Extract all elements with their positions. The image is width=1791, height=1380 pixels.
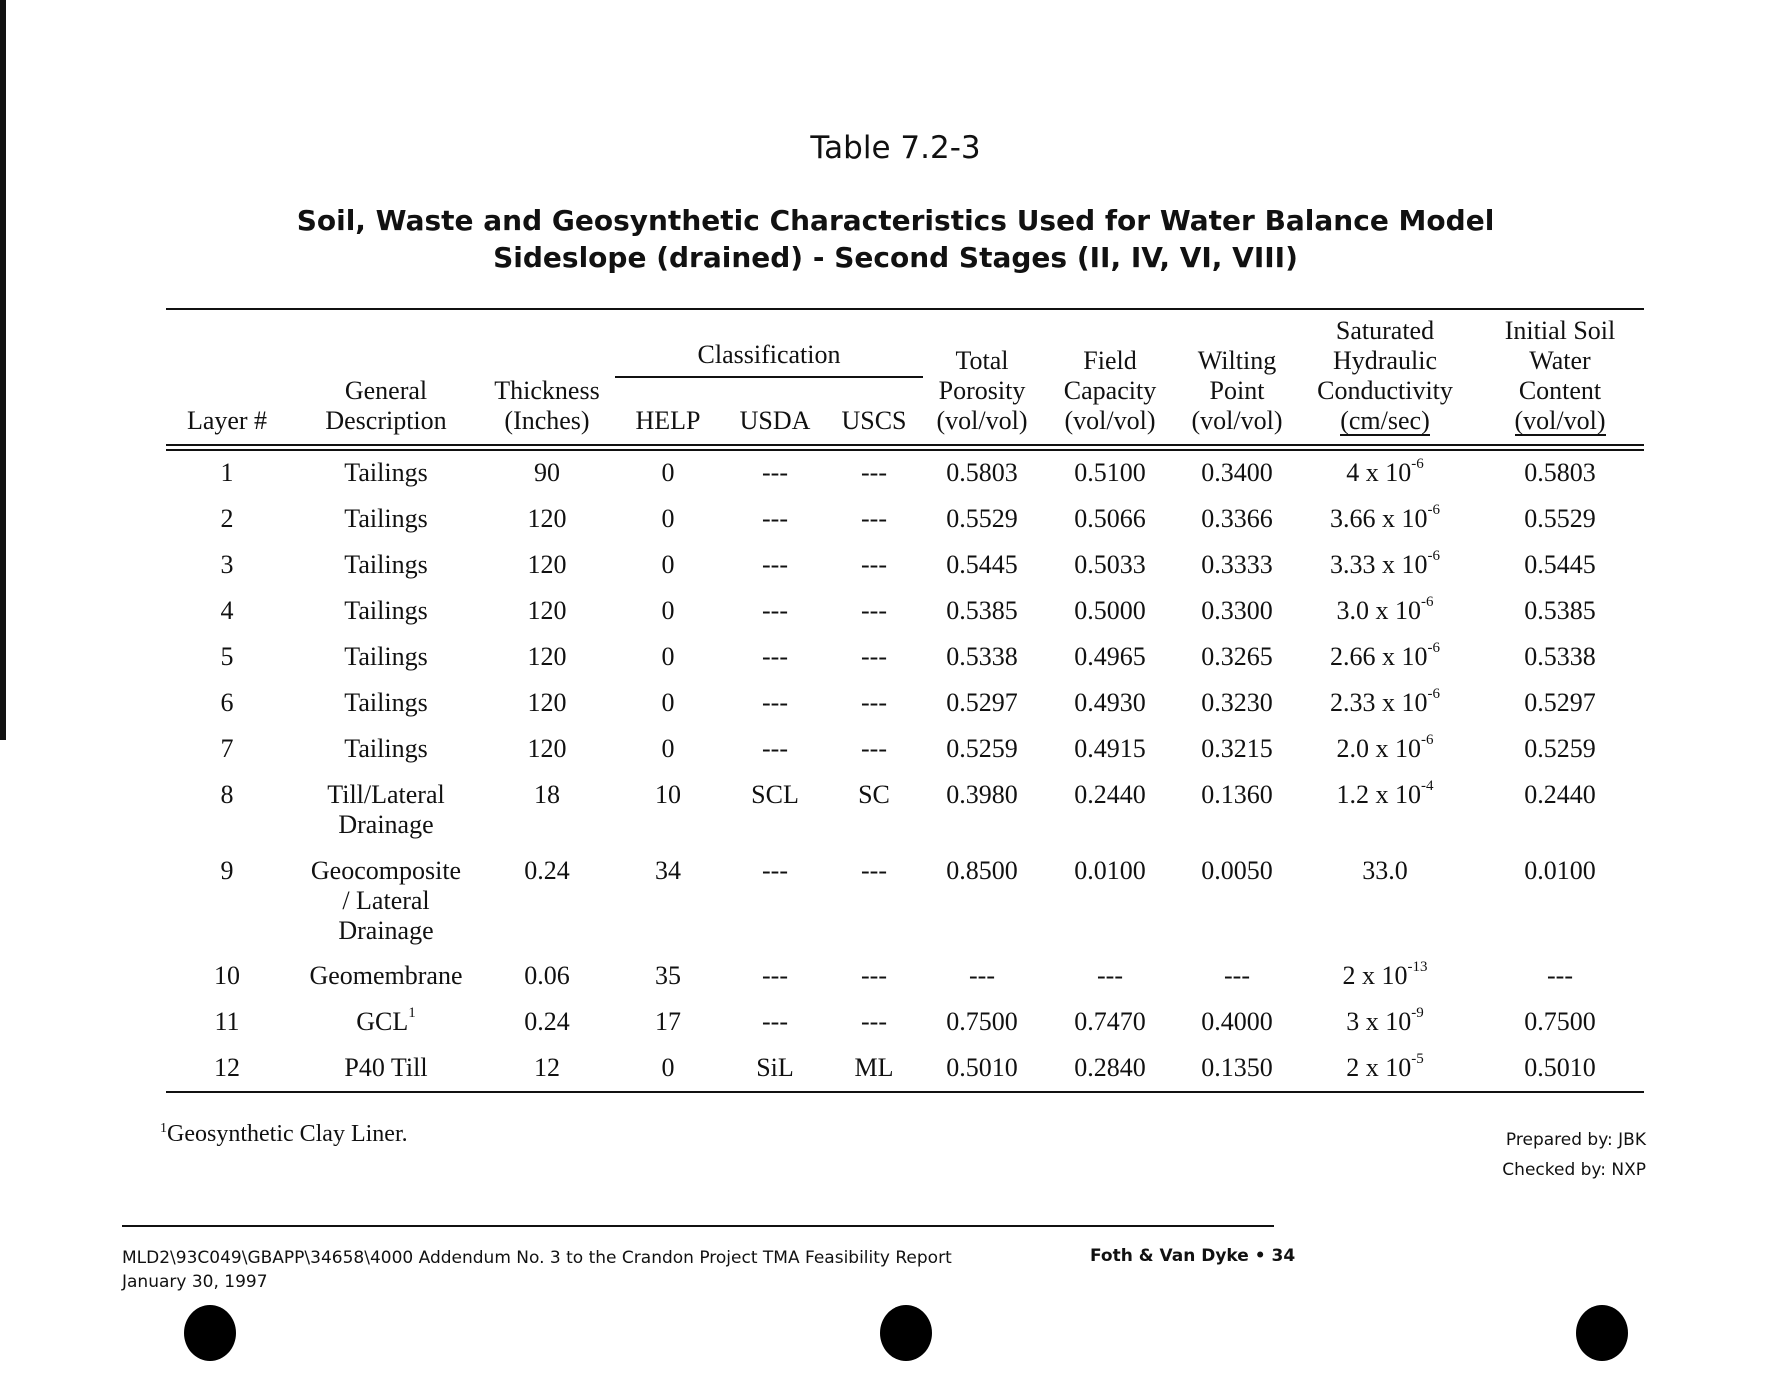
conductivity-exponent: -6 (1411, 456, 1424, 473)
preparer-block (1502, 1125, 1646, 1185)
header-layer (172, 406, 282, 436)
header-sat-line: Saturated (1335, 316, 1435, 345)
desc-line (291, 458, 481, 488)
desc-text: GCL (356, 1007, 409, 1036)
cell-help: 0 (661, 504, 675, 533)
cell-wilt: 0.3215 (1201, 734, 1273, 763)
cell-poros: 0.5445 (946, 550, 1018, 579)
cell-usda: --- (762, 961, 788, 990)
conductivity-exponent: -6 (1427, 640, 1440, 657)
header-wilt-line: Point (1209, 376, 1265, 405)
cell-desc (291, 550, 481, 580)
cell-poros: 0.5803 (946, 458, 1018, 487)
header-init-line: Water (1529, 346, 1591, 375)
footer-company: Foth & Van Dyke • 34 (1090, 1246, 1296, 1266)
cell-uscs: SC (858, 780, 890, 809)
cell-sat (1300, 550, 1470, 580)
cell-desc (291, 596, 481, 626)
cell-poros: 0.5385 (946, 596, 1018, 625)
binder-hole-left (184, 1305, 236, 1361)
classification-header: Classification (697, 340, 841, 369)
cell-sat (1300, 780, 1470, 810)
cell-desc (291, 504, 481, 534)
cell-wilt: 0.1350 (1201, 1053, 1273, 1082)
conductivity-exponent: -4 (1421, 778, 1434, 795)
cell-thick: 120 (527, 504, 567, 533)
cell-thick: 120 (527, 596, 567, 625)
footer-left (122, 1246, 952, 1294)
cell-poros: 0.7500 (946, 1007, 1018, 1036)
cell-sat (1300, 504, 1470, 534)
cell-init: 0.5803 (1524, 458, 1596, 487)
cell-field: 0.5100 (1074, 458, 1146, 487)
desc-line (291, 688, 481, 718)
conductivity-base: 2 x 10 (1342, 961, 1408, 990)
cell-init: 0.7500 (1524, 1007, 1596, 1036)
header-help-line: HELP (635, 406, 701, 435)
header-uscs (829, 406, 919, 436)
cell-usda: SCL (751, 780, 799, 809)
header-sat-line: Hydraulic (1333, 346, 1437, 375)
cell-uscs: --- (861, 734, 887, 763)
conductivity-exponent: -13 (1407, 959, 1428, 976)
cell-usda: --- (762, 550, 788, 579)
desc-text: / Lateral (342, 886, 430, 915)
cell-init: 0.5445 (1524, 550, 1596, 579)
footnote-mark: 1 (160, 1121, 167, 1136)
cell-usda: --- (762, 642, 788, 671)
conductivity-base: 4 x 10 (1346, 458, 1412, 487)
footnote-text: Geosynthetic Clay Liner. (167, 1121, 408, 1147)
cell-help: 35 (655, 961, 681, 990)
desc-line (291, 642, 481, 672)
header-field-line: Field (1083, 346, 1137, 375)
cell-layer: 8 (220, 780, 234, 809)
desc-line (291, 504, 481, 534)
cell-layer: 6 (220, 688, 234, 717)
desc-line (291, 596, 481, 626)
cell-field: 0.5033 (1074, 550, 1146, 579)
cell-thick: 12 (534, 1053, 560, 1082)
cell-uscs: --- (861, 642, 887, 671)
desc-text: Till/Lateral (327, 780, 445, 809)
conductivity-base: 3.0 x 10 (1336, 596, 1421, 625)
cell-help: 0 (661, 550, 675, 579)
header-usda-line: USDA (739, 406, 811, 435)
cell-poros: 0.5297 (946, 688, 1018, 717)
binder-hole-right (1576, 1305, 1628, 1361)
header-thick (487, 376, 607, 436)
table-number: Table 7.2-3 (810, 130, 981, 166)
header-field-line: Capacity (1063, 376, 1157, 405)
desc-text: Tailings (344, 642, 428, 671)
cell-desc (291, 961, 481, 991)
cell-thick: 90 (534, 458, 560, 487)
cell-uscs: ML (854, 1053, 894, 1082)
cell-uscs: --- (861, 856, 887, 885)
conductivity-base: 2.0 x 10 (1336, 734, 1421, 763)
cell-wilt: 0.3400 (1201, 458, 1273, 487)
header-thick-line: Thickness (494, 376, 600, 405)
header-desc-line: Description (325, 406, 447, 435)
cell-thick: 18 (534, 780, 560, 809)
footer-rule (122, 1225, 1274, 1227)
desc-text: Tailings (344, 458, 428, 487)
cell-thick: 120 (527, 734, 567, 763)
desc-line (291, 856, 481, 886)
title-line-1: Soil, Waste and Geosynthetic Characteristics Used for Water Balance Model (296, 204, 1495, 237)
cell-layer: 3 (220, 550, 234, 579)
desc-line (291, 810, 481, 840)
cell-layer: 12 (214, 1053, 240, 1082)
desc-text: Drainage (338, 810, 434, 839)
table-bottom-rule (166, 1091, 1644, 1093)
header-sat-units: (cm/sec) (1340, 406, 1430, 435)
cell-desc (291, 780, 481, 840)
cell-field: 0.4930 (1074, 688, 1146, 717)
conductivity-base: 2.33 x 10 (1330, 688, 1428, 717)
desc-line (291, 780, 481, 810)
header-wilt (1177, 346, 1297, 436)
conductivity-exponent: -6 (1421, 594, 1434, 611)
cell-thick: 120 (527, 550, 567, 579)
cell-sat (1300, 856, 1470, 886)
cell-usda: --- (762, 1007, 788, 1036)
table-top-rule (166, 308, 1644, 310)
footer-path: MLD2\93C049\GBAPP\34658\4000 Addendum No. 3 to the Crandon Project TMA Feasibility Report (122, 1248, 952, 1268)
cell-uscs: --- (861, 504, 887, 533)
cell-wilt: 0.3366 (1201, 504, 1273, 533)
cell-init: 0.5529 (1524, 504, 1596, 533)
cell-poros: 0.8500 (946, 856, 1018, 885)
cell-layer: 5 (220, 642, 234, 671)
conductivity-exponent: -9 (1411, 1005, 1424, 1022)
cell-layer: 7 (220, 734, 234, 763)
prepared-by: Prepared by: JBK (1505, 1130, 1646, 1150)
cell-uscs: --- (861, 458, 887, 487)
cell-layer: 1 (220, 458, 234, 487)
cell-poros: --- (969, 961, 995, 990)
cell-thick: 0.24 (524, 856, 570, 885)
header-init-line: Content (1518, 376, 1602, 405)
conductivity-exponent: -6 (1427, 686, 1440, 703)
cell-uscs: --- (861, 596, 887, 625)
footnote (160, 1121, 408, 1148)
desc-text: Drainage (338, 916, 434, 945)
cell-sat (1300, 1053, 1470, 1083)
conductivity-exponent: -6 (1427, 548, 1440, 565)
desc-text: Tailings (344, 734, 428, 763)
cell-poros: 0.5010 (946, 1053, 1018, 1082)
cell-thick: 120 (527, 688, 567, 717)
cell-sat (1300, 642, 1470, 672)
conductivity-base: 33.0 (1362, 856, 1408, 885)
conductivity-base: 3 x 10 (1346, 1007, 1412, 1036)
cell-init: 0.5297 (1524, 688, 1596, 717)
desc-line (291, 550, 481, 580)
header-init-line (1485, 406, 1635, 436)
cell-field: 0.7470 (1074, 1007, 1146, 1036)
header-thick-line: (Inches) (504, 406, 590, 435)
header-init-line: Initial Soil (1504, 316, 1616, 345)
cell-field: 0.0100 (1074, 856, 1146, 885)
desc-text: Tailings (344, 550, 428, 579)
cell-sat (1300, 688, 1470, 718)
cell-sat (1300, 961, 1470, 991)
cell-layer: 2 (220, 504, 234, 533)
header-sat (1300, 316, 1470, 436)
cell-sat (1300, 734, 1470, 764)
cell-field: 0.4915 (1074, 734, 1146, 763)
cell-sat (1300, 458, 1470, 488)
cell-help: 0 (661, 642, 675, 671)
desc-line (291, 734, 481, 764)
header-desc-line: General (344, 376, 428, 405)
cell-help: 34 (655, 856, 681, 885)
header-help (623, 406, 713, 436)
cell-uscs: --- (861, 1007, 887, 1036)
desc-text: Geocomposite (310, 856, 462, 885)
cell-help: 0 (661, 596, 675, 625)
cell-help: 0 (661, 1053, 675, 1082)
cell-layer: 4 (220, 596, 234, 625)
desc-line (291, 1007, 481, 1037)
header-desc (291, 376, 481, 436)
header-layer-line: Layer # (186, 406, 268, 435)
cell-wilt: 0.3300 (1201, 596, 1273, 625)
title-line-2: Sideslope (drained) - Second Stages (II, IV, VI, VIII) (493, 241, 1298, 274)
desc-line (291, 1053, 481, 1083)
cell-usda: --- (762, 688, 788, 717)
cell-desc (291, 1007, 481, 1037)
header-init-units: (vol/vol) (1514, 406, 1606, 435)
footer-date: January 30, 1997 (122, 1272, 268, 1292)
cell-poros: 0.3980 (946, 780, 1018, 809)
cell-field: 0.4965 (1074, 642, 1146, 671)
cell-wilt: 0.3265 (1201, 642, 1273, 671)
conductivity-base: 2 x 10 (1346, 1053, 1412, 1082)
cell-wilt: 0.3230 (1201, 688, 1273, 717)
cell-help: 10 (655, 780, 681, 809)
cell-desc (291, 642, 481, 672)
cell-init: 0.2440 (1524, 780, 1596, 809)
header-poros-line: Porosity (938, 376, 1026, 405)
header-field-line: (vol/vol) (1064, 406, 1156, 435)
cell-usda: --- (762, 856, 788, 885)
cell-init: 0.0100 (1524, 856, 1596, 885)
cell-poros: 0.5338 (946, 642, 1018, 671)
header-sat-line (1300, 406, 1470, 436)
table-title (0, 202, 1791, 276)
header-poros-line: Total (955, 346, 1009, 375)
conductivity-base: 3.66 x 10 (1330, 504, 1428, 533)
page-edge (0, 0, 6, 740)
cell-poros: 0.5259 (946, 734, 1018, 763)
conductivity-exponent: -5 (1411, 1051, 1424, 1068)
cell-desc (291, 458, 481, 488)
cell-init: 0.5010 (1524, 1053, 1596, 1082)
cell-field: 0.5000 (1074, 596, 1146, 625)
cell-layer: 10 (214, 961, 240, 990)
cell-init: 0.5385 (1524, 596, 1596, 625)
header-rule-1 (166, 444, 1644, 446)
header-init (1485, 316, 1635, 436)
cell-thick: 120 (527, 642, 567, 671)
cell-thick: 0.06 (524, 961, 570, 990)
header-sat-line: Conductivity (1317, 376, 1453, 405)
cell-desc (291, 1053, 481, 1083)
conductivity-base: 1.2 x 10 (1336, 780, 1421, 809)
cell-desc (291, 734, 481, 764)
cell-help: 0 (661, 458, 675, 487)
cell-uscs: --- (861, 550, 887, 579)
header-field (1050, 346, 1170, 436)
cell-usda: --- (762, 596, 788, 625)
desc-line (291, 886, 481, 916)
classification-rule (615, 376, 923, 378)
header-wilt-line: Wilting (1197, 346, 1277, 375)
cell-wilt: 0.0050 (1201, 856, 1273, 885)
cell-usda: SiL (756, 1053, 794, 1082)
cell-help: 0 (661, 688, 675, 717)
cell-uscs: --- (861, 688, 887, 717)
cell-wilt: 0.3333 (1201, 550, 1273, 579)
header-rule-2 (166, 449, 1644, 451)
desc-text: Tailings (344, 688, 428, 717)
cell-usda: --- (762, 734, 788, 763)
cell-wilt: 0.4000 (1201, 1007, 1273, 1036)
conductivity-exponent: -6 (1421, 732, 1434, 749)
desc-text: Tailings (344, 504, 428, 533)
cell-uscs: --- (861, 961, 887, 990)
cell-layer: 9 (220, 856, 234, 885)
header-uscs-line: USCS (841, 406, 907, 435)
cell-wilt: 0.1360 (1201, 780, 1273, 809)
checked-by: Checked by: NXP (1502, 1160, 1646, 1180)
cell-desc (291, 688, 481, 718)
header-wilt-line: (vol/vol) (1191, 406, 1283, 435)
binder-hole-center (880, 1305, 932, 1361)
cell-usda: --- (762, 504, 788, 533)
cell-field: --- (1097, 961, 1123, 990)
cell-help: 17 (655, 1007, 681, 1036)
cell-init: --- (1547, 961, 1573, 990)
cell-wilt: --- (1224, 961, 1250, 990)
cell-init: 0.5259 (1524, 734, 1596, 763)
desc-line (291, 961, 481, 991)
header-usda (725, 406, 825, 436)
desc-text: Tailings (344, 596, 428, 625)
desc-line (291, 916, 481, 946)
footnote-ref: 1 (408, 1005, 416, 1022)
cell-field: 0.2440 (1074, 780, 1146, 809)
cell-sat (1300, 1007, 1470, 1037)
conductivity-base: 3.33 x 10 (1330, 550, 1428, 579)
header-poros (922, 346, 1042, 436)
conductivity-exponent: -6 (1427, 502, 1440, 519)
desc-text: Geomembrane (309, 961, 463, 990)
cell-field: 0.5066 (1074, 504, 1146, 533)
cell-layer: 11 (214, 1007, 240, 1036)
header-poros-line: (vol/vol) (936, 406, 1028, 435)
cell-init: 0.5338 (1524, 642, 1596, 671)
cell-sat (1300, 596, 1470, 626)
cell-usda: --- (762, 458, 788, 487)
desc-text: P40 Till (344, 1053, 428, 1082)
conductivity-base: 2.66 x 10 (1330, 642, 1428, 671)
cell-desc (291, 856, 481, 946)
cell-field: 0.2840 (1074, 1053, 1146, 1082)
cell-poros: 0.5529 (946, 504, 1018, 533)
cell-thick: 0.24 (524, 1007, 570, 1036)
cell-help: 0 (661, 734, 675, 763)
